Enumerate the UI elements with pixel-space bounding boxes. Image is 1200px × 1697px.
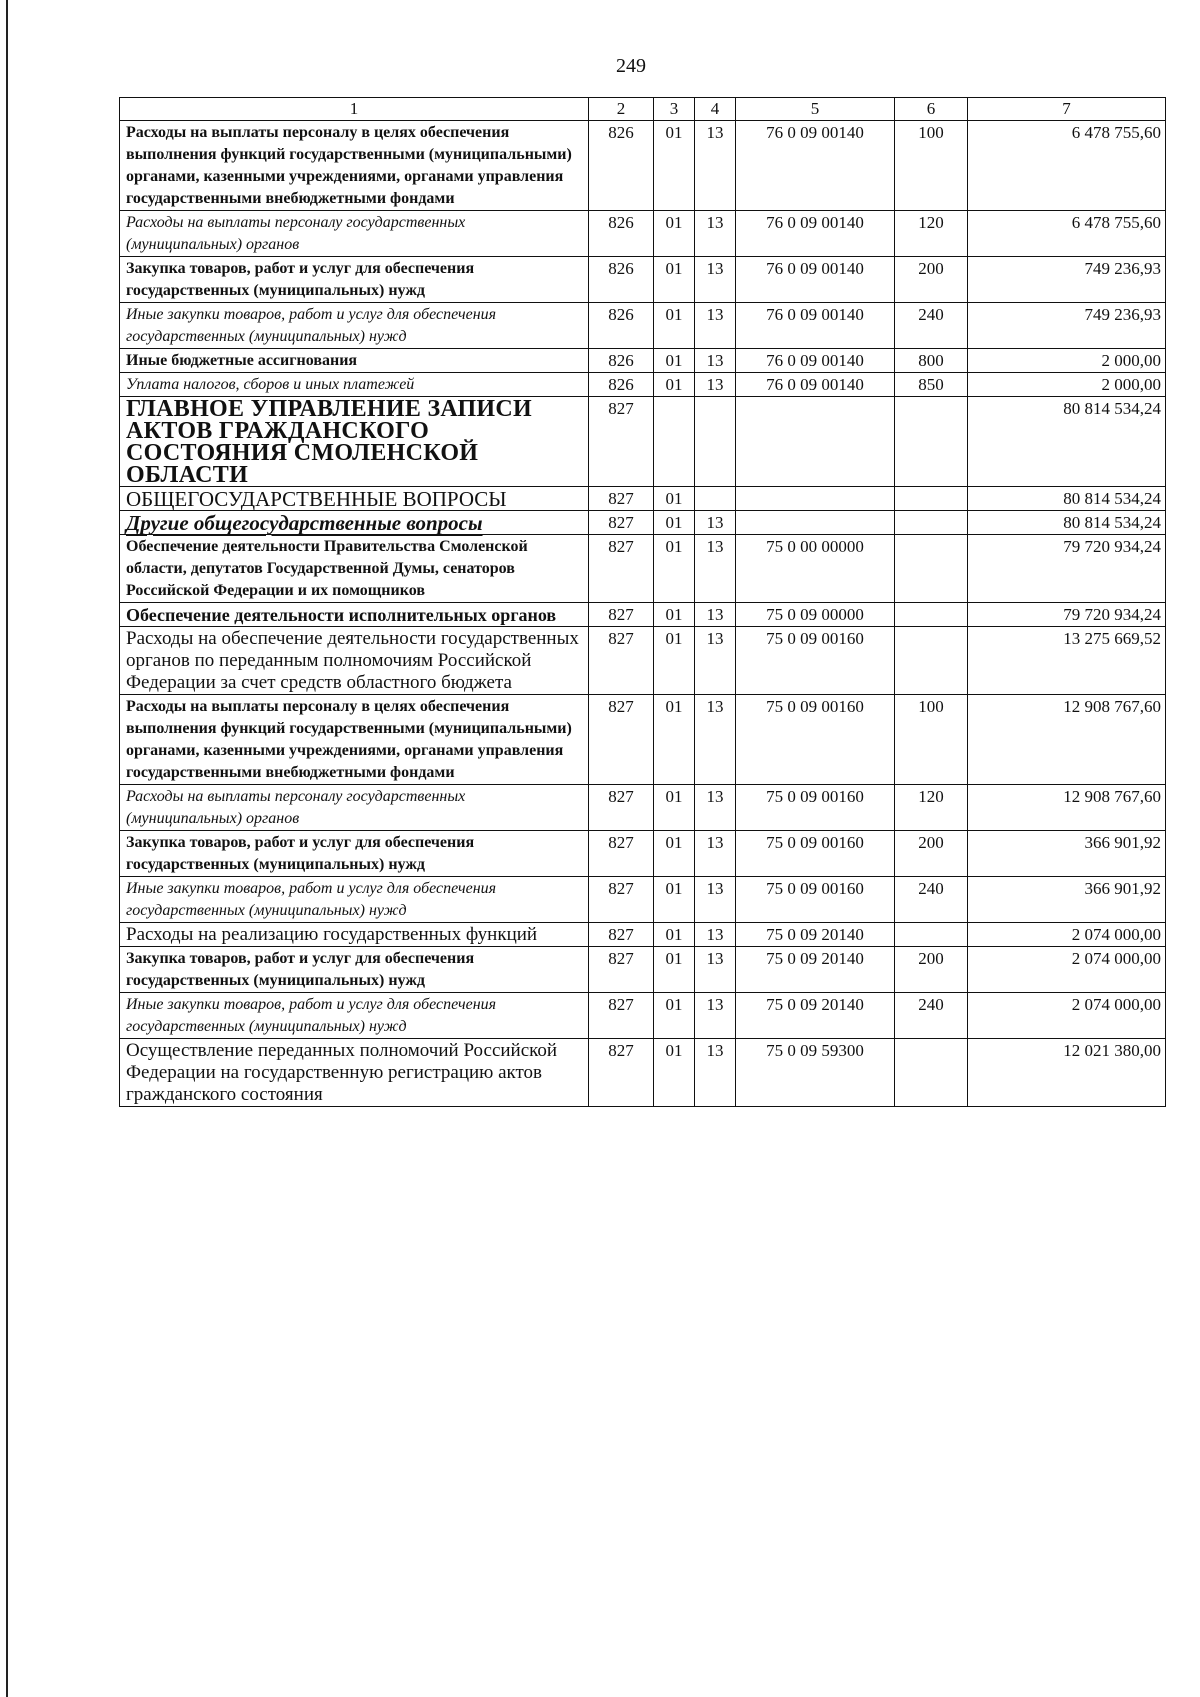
table-row: [120, 397, 1166, 487]
admin-code-cell: 827: [589, 923, 654, 947]
table-row: [120, 877, 1166, 923]
target-article-cell: 76 0 09 00140: [736, 373, 895, 397]
subsection-code-cell: 13: [695, 121, 736, 211]
target-article-cell: [736, 511, 895, 535]
admin-code-cell: 827: [589, 831, 654, 877]
admin-code-cell: 827: [589, 877, 654, 923]
table-row: [120, 373, 1166, 397]
section-code-cell: 01: [654, 373, 695, 397]
subsection-code-cell: 13: [695, 627, 736, 695]
amount-cell: 12 908 767,60: [968, 785, 1166, 831]
target-article-cell: 76 0 09 00140: [736, 257, 895, 303]
section-code-cell: [654, 397, 695, 487]
row-name-cell: Осуществление переданных полномочий Российской Федерации на государственную регистрацию актов гражданского состояния: [120, 1039, 589, 1107]
admin-code-cell: 827: [589, 627, 654, 695]
subsection-code-cell: 13: [695, 831, 736, 877]
column-header-6: 6: [895, 98, 968, 121]
subsection-code-cell: 13: [695, 603, 736, 627]
admin-code-cell: 827: [589, 993, 654, 1039]
row-name-cell: Другие общегосударственные вопросы: [120, 511, 589, 535]
target-article-cell: 75 0 09 00160: [736, 831, 895, 877]
expense-type-cell: 120: [895, 785, 968, 831]
amount-cell: 366 901,92: [968, 831, 1166, 877]
target-article-cell: 75 0 09 00000: [736, 603, 895, 627]
row-name-cell: ГЛАВНОЕ УПРАВЛЕНИЕ ЗАПИСИ АКТОВ ГРАЖДАНСКОГО СОСТОЯНИЯ СМОЛЕНСКОЙ ОБЛАСТИ: [120, 397, 589, 487]
expense-type-cell: 100: [895, 121, 968, 211]
admin-code-cell: 827: [589, 511, 654, 535]
expense-type-cell: 100: [895, 695, 968, 785]
section-code-cell: 01: [654, 603, 695, 627]
expense-type-cell: [895, 627, 968, 695]
subsection-code-cell: 13: [695, 993, 736, 1039]
amount-cell: 2 074 000,00: [968, 923, 1166, 947]
subsection-code-cell: [695, 487, 736, 511]
row-name-cell: Закупка товаров, работ и услуг для обеспечения государственных (муниципальных) нужд: [120, 257, 589, 303]
subsection-code-cell: 13: [695, 877, 736, 923]
subsection-code-cell: 13: [695, 947, 736, 993]
section-code-cell: 01: [654, 349, 695, 373]
table-row: [120, 923, 1166, 947]
admin-code-cell: 826: [589, 373, 654, 397]
expense-type-cell: 240: [895, 877, 968, 923]
subsection-code-cell: 13: [695, 303, 736, 349]
table-row: [120, 121, 1166, 211]
admin-code-cell: 827: [589, 785, 654, 831]
budget-table: [119, 97, 1166, 1107]
section-code-cell: 01: [654, 257, 695, 303]
section-code-cell: 01: [654, 487, 695, 511]
table-row: [120, 487, 1166, 511]
section-code-cell: 01: [654, 993, 695, 1039]
row-name-cell: Расходы на выплаты персоналу в целях обеспечения выполнения функций государственными (муниципальными) органами, казенными учреждениями, органами управления государственными внебюджетными фондами: [120, 121, 589, 211]
subsection-code-cell: 13: [695, 535, 736, 603]
row-name-cell: Обеспечение деятельности Правительства Смоленской области, депутатов Государственной Думы, сенаторов Российской Федерации и их помощников: [120, 535, 589, 603]
target-article-cell: 75 0 09 00160: [736, 627, 895, 695]
expense-type-cell: 850: [895, 373, 968, 397]
amount-cell: 6 478 755,60: [968, 211, 1166, 257]
expense-type-cell: 240: [895, 993, 968, 1039]
subsection-code-cell: 13: [695, 785, 736, 831]
table-row: [120, 211, 1166, 257]
admin-code-cell: 827: [589, 695, 654, 785]
amount-cell: 2 000,00: [968, 373, 1166, 397]
table-row: [120, 947, 1166, 993]
subsection-code-cell: 13: [695, 923, 736, 947]
row-name-cell: Закупка товаров, работ и услуг для обеспечения государственных (муниципальных) нужд: [120, 947, 589, 993]
table-row: [120, 785, 1166, 831]
column-header-7: 7: [968, 98, 1166, 121]
page-number: 249: [616, 55, 646, 77]
admin-code-cell: 826: [589, 121, 654, 211]
row-name-cell: Обеспечение деятельности исполнительных органов: [120, 603, 589, 627]
row-name-cell: Расходы на выплаты персоналу государственных (муниципальных) органов: [120, 785, 589, 831]
row-name-cell: Расходы на обеспечение деятельности государственных органов по переданным полномочиям Российской Федерации за счет средств областного бюджета: [120, 627, 589, 695]
column-header-4: 4: [695, 98, 736, 121]
row-name-cell: Иные закупки товаров, работ и услуг для обеспечения государственных (муниципальных) нужд: [120, 993, 589, 1039]
section-code-cell: 01: [654, 695, 695, 785]
amount-cell: 80 814 534,24: [968, 397, 1166, 487]
expense-type-cell: [895, 397, 968, 487]
row-name-cell: Иные закупки товаров, работ и услуг для обеспечения государственных (муниципальных) нужд: [120, 877, 589, 923]
table-row: [120, 695, 1166, 785]
table-row: [120, 627, 1166, 695]
table-row: [120, 303, 1166, 349]
target-article-cell: 75 0 09 20140: [736, 947, 895, 993]
row-name-cell: Иные закупки товаров, работ и услуг для обеспечения государственных (муниципальных) нужд: [120, 303, 589, 349]
target-article-cell: 75 0 09 20140: [736, 993, 895, 1039]
section-code-cell: 01: [654, 1039, 695, 1107]
admin-code-cell: 826: [589, 349, 654, 373]
admin-code-cell: 826: [589, 303, 654, 349]
admin-code-cell: 827: [589, 397, 654, 487]
row-name-cell: Расходы на реализацию государственных функций: [120, 923, 589, 947]
amount-cell: 12 908 767,60: [968, 695, 1166, 785]
expense-type-cell: [895, 603, 968, 627]
amount-cell: 13 275 669,52: [968, 627, 1166, 695]
column-header-5: 5: [736, 98, 895, 121]
amount-cell: 80 814 534,24: [968, 487, 1166, 511]
expense-type-cell: 240: [895, 303, 968, 349]
table-row: [120, 511, 1166, 535]
section-code-cell: 01: [654, 947, 695, 993]
expense-type-cell: [895, 1039, 968, 1107]
section-code-cell: 01: [654, 627, 695, 695]
amount-cell: 2 074 000,00: [968, 947, 1166, 993]
subsection-code-cell: 13: [695, 211, 736, 257]
amount-cell: 79 720 934,24: [968, 535, 1166, 603]
target-article-cell: 76 0 09 00140: [736, 211, 895, 257]
row-name-cell: ОБЩЕГОСУДАРСТВЕННЫЕ ВОПРОСЫ: [120, 487, 589, 511]
amount-cell: 2 074 000,00: [968, 993, 1166, 1039]
row-name-cell: Расходы на выплаты персоналу в целях обеспечения выполнения функций государственными (муниципальными) органами, казенными учреждениями, органами управления государственными внебюджетными фондами: [120, 695, 589, 785]
expense-type-cell: 200: [895, 947, 968, 993]
row-name-cell: Уплата налогов, сборов и иных платежей: [120, 373, 589, 397]
expense-type-cell: [895, 511, 968, 535]
amount-cell: 80 814 534,24: [968, 511, 1166, 535]
target-article-cell: 75 0 09 00160: [736, 877, 895, 923]
table-row: [120, 603, 1166, 627]
table-body: [120, 121, 1166, 1107]
target-article-cell: [736, 487, 895, 511]
admin-code-cell: 827: [589, 535, 654, 603]
expense-type-cell: 120: [895, 211, 968, 257]
target-article-cell: [736, 397, 895, 487]
expense-type-cell: 200: [895, 257, 968, 303]
left-margin-rule: [6, 0, 8, 1697]
row-name-cell: Закупка товаров, работ и услуг для обеспечения государственных (муниципальных) нужд: [120, 831, 589, 877]
table-row: [120, 349, 1166, 373]
target-article-cell: 75 0 09 00160: [736, 785, 895, 831]
section-code-cell: 01: [654, 535, 695, 603]
target-article-cell: 75 0 00 00000: [736, 535, 895, 603]
admin-code-cell: 827: [589, 603, 654, 627]
amount-cell: 2 000,00: [968, 349, 1166, 373]
table-row: [120, 1039, 1166, 1107]
subsection-code-cell: 13: [695, 373, 736, 397]
table-row: [120, 831, 1166, 877]
column-header-3: 3: [654, 98, 695, 121]
amount-cell: 366 901,92: [968, 877, 1166, 923]
section-code-cell: 01: [654, 121, 695, 211]
section-code-cell: 01: [654, 511, 695, 535]
section-code-cell: 01: [654, 831, 695, 877]
row-name-cell: Расходы на выплаты персоналу государственных (муниципальных) органов: [120, 211, 589, 257]
expense-type-cell: 200: [895, 831, 968, 877]
admin-code-cell: 827: [589, 947, 654, 993]
table-row: [120, 257, 1166, 303]
amount-cell: 6 478 755,60: [968, 121, 1166, 211]
admin-code-cell: 826: [589, 211, 654, 257]
admin-code-cell: 826: [589, 257, 654, 303]
column-header-2: 2: [589, 98, 654, 121]
admin-code-cell: 827: [589, 1039, 654, 1107]
target-article-cell: 75 0 09 00160: [736, 695, 895, 785]
admin-code-cell: 827: [589, 487, 654, 511]
section-code-cell: 01: [654, 923, 695, 947]
subsection-code-cell: 13: [695, 695, 736, 785]
subsection-code-cell: 13: [695, 349, 736, 373]
section-code-cell: 01: [654, 211, 695, 257]
subsection-code-cell: 13: [695, 1039, 736, 1107]
subsection-code-cell: 13: [695, 257, 736, 303]
table-row: [120, 535, 1166, 603]
expense-type-cell: [895, 923, 968, 947]
section-code-cell: 01: [654, 303, 695, 349]
expense-type-cell: [895, 487, 968, 511]
target-article-cell: 75 0 09 59300: [736, 1039, 895, 1107]
table-row: [120, 993, 1166, 1039]
amount-cell: 749 236,93: [968, 257, 1166, 303]
target-article-cell: 75 0 09 20140: [736, 923, 895, 947]
target-article-cell: 76 0 09 00140: [736, 121, 895, 211]
expense-type-cell: 800: [895, 349, 968, 373]
expense-type-cell: [895, 535, 968, 603]
amount-cell: 749 236,93: [968, 303, 1166, 349]
amount-cell: 12 021 380,00: [968, 1039, 1166, 1107]
section-code-cell: 01: [654, 785, 695, 831]
row-name-cell: Иные бюджетные ассигнования: [120, 349, 589, 373]
section-code-cell: 01: [654, 877, 695, 923]
subsection-code-cell: 13: [695, 511, 736, 535]
column-header-row: [120, 98, 1166, 121]
target-article-cell: 76 0 09 00140: [736, 349, 895, 373]
target-article-cell: 76 0 09 00140: [736, 303, 895, 349]
column-header-1: 1: [120, 98, 589, 121]
amount-cell: 79 720 934,24: [968, 603, 1166, 627]
subsection-code-cell: [695, 397, 736, 487]
